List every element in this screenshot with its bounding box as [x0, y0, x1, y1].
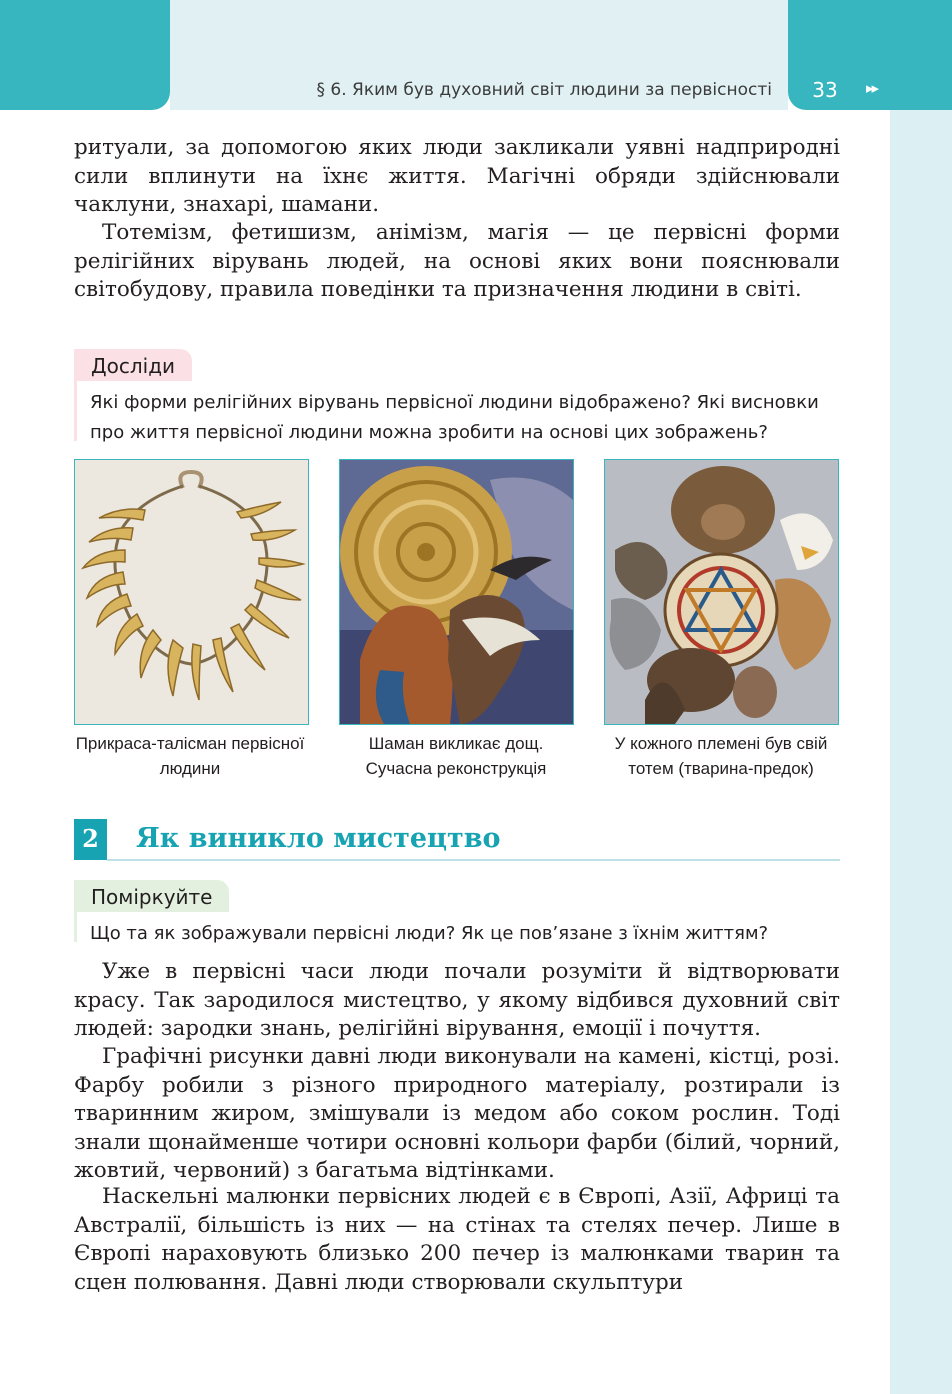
- think-box-label: Поміркуйте: [74, 880, 229, 912]
- margin-strip: [890, 110, 952, 1394]
- body-paragraph-1: Уже в первісні часи люди почали розуміти й відтворювати красу. Так зародилося мистецтво, у якому відбився духовний світ людей: зародки знань, релігійні вірування, емоції і почуття.: [74, 959, 840, 1041]
- caption-line: У кожного племені був свій: [614, 734, 828, 753]
- figure-1-caption: [72, 731, 308, 781]
- caption-line: людини: [159, 759, 221, 778]
- caption-line: Сучасна реконструкція: [365, 759, 547, 778]
- figure-3-caption: [603, 731, 839, 781]
- caption-line: тотем (тварина-предок): [628, 759, 814, 778]
- shaman-image: [340, 460, 573, 724]
- figure-totem-animals: [604, 459, 839, 725]
- intro-paragraph-1: ритуали, за допомогою яких люди закликали уявні надприродні сили вплинути на їхнє життя. Магічні обряди здійснювали чаклуни, знахарі, шамани.: [74, 135, 840, 217]
- header-corner-block: [0, 0, 170, 110]
- think-box-rule: [74, 912, 77, 942]
- figure-2-caption: [338, 731, 574, 781]
- think-box-question: Що та як зображували первісні люди? Як це пов’язане з їхнім життям?: [90, 923, 769, 944]
- section-title: Як виникло мистецтво: [136, 823, 501, 854]
- research-box-rule: [74, 381, 77, 441]
- running-title: § 6. Яким був духовний світ людини за первісності: [316, 80, 772, 100]
- page-number: 33: [812, 78, 838, 102]
- figure-talisman-necklace: [74, 459, 309, 725]
- necklace-image: [75, 460, 308, 724]
- research-box-question: Які форми релігійних вірувань первісної людини відображено? Які висновки про життя первісної людини можна зробити на основі цих зображень?: [90, 392, 819, 443]
- section-number: 2: [74, 819, 107, 860]
- research-box-label: Досліди: [74, 349, 192, 381]
- caption-line: Прикраса-талісман первісної: [75, 734, 305, 753]
- body-paragraph-3: Наскельні малюнки первісних людей є в Європі, Азії, Африці та Австралії, більшість із них — на стінах та стелях печер. Лише в Європі нараховують близько 200 печер із малюнками тварин та сцен полювання. Давні люди створювали скульптури: [74, 1184, 840, 1295]
- caption-line: Шаман викликає дощ.: [368, 734, 544, 753]
- totem-animals-image: [605, 460, 838, 724]
- next-page-arrows-icon[interactable]: ▸▸: [866, 79, 878, 97]
- body-paragraph-2: Графічні рисунки давні люди виконували на камені, кістці, розі. Фарбу робили з різного природного матеріалу, розтирали із тваринним жиром, змішували із медом або соком рослин. Тоді знали щонайменше чотири основні кольори фарби (білий, чорний, жовтий, червоний) з багатьма відтінками.: [74, 1044, 840, 1183]
- section-rule: [107, 859, 840, 861]
- intro-paragraph-2: Тотемізм, фетишизм, анімізм, магія — це первісні форми релігійних вірувань людей, на основі яких вони пояснювали світобудову, правила поведінки та призначення людини в світі.: [74, 220, 840, 302]
- figure-shaman: [339, 459, 574, 725]
